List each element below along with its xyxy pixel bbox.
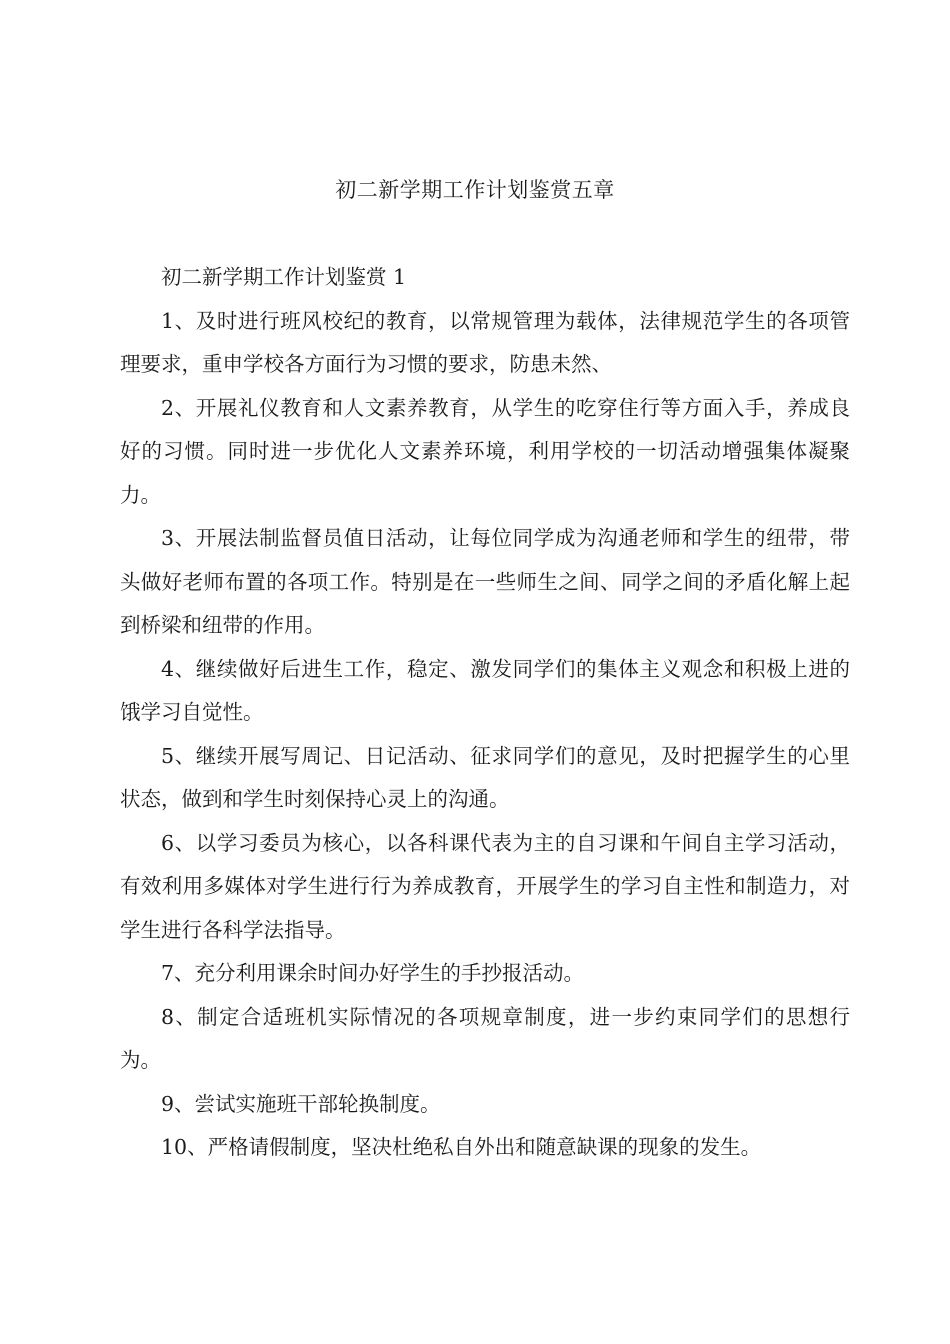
page-title: 初二新学期工作计划鉴赏五章 [335,178,615,202]
section-heading: 初二新学期工作计划鉴赏 1 [161,265,407,289]
document-body [120,256,850,1170]
paragraph-1: 1、及时进行班风校纪的教育，以常规管理为载体，法律规范学生的各项管理要求，重申学校各方面行为习惯的要求，防患未然、 [120,308,850,376]
paragraph-5: 5、继续开展写周记、日记活动、征求同学们的意见，及时把握学生的心里状态，做到和学生时刻保持心灵上的沟通。 [120,743,850,811]
paragraph-3: 3、开展法制监督员值日活动，让每位同学成为沟通老师和学生的纽带，带头做好老师布置的各项工作。特别是在一些师生之间、同学之间的矛盾化解上起到桥梁和纽带的作用。 [120,526,850,637]
paragraph-7: 7、充分利用课余时间办好学生的手抄报活动。 [161,961,585,985]
paragraph-10: 10、严格请假制度，坚决杜绝私自外出和随意缺课的现象的发生。 [161,1135,762,1159]
paragraph-2: 2、开展礼仪教育和人文素养教育，从学生的吃穿住行等方面入手，养成良好的习惯。同时进一步优化人文素养环境，利用学校的一切活动增强集体凝聚力。 [120,395,850,507]
paragraph-4: 4、继续做好后进生工作，稳定、激发同学们的集体主义观念和积极上进的饿学习自觉性。 [120,656,850,724]
paragraph-8: 8、制定合适班机实际情况的各项规章制度，进一步约束同学们的思想行为。 [120,1004,850,1072]
paragraph-9: 9、尝试实施班干部轮换制度。 [161,1091,441,1116]
paragraph-6: 6、以学习委员为核心，以各科课代表为主的自习课和午间自主学习活动，有效利用多媒体对学生进行行为养成教育，开展学生的学习自主性和制造力，对学生进行各科学法指导。 [120,830,850,942]
